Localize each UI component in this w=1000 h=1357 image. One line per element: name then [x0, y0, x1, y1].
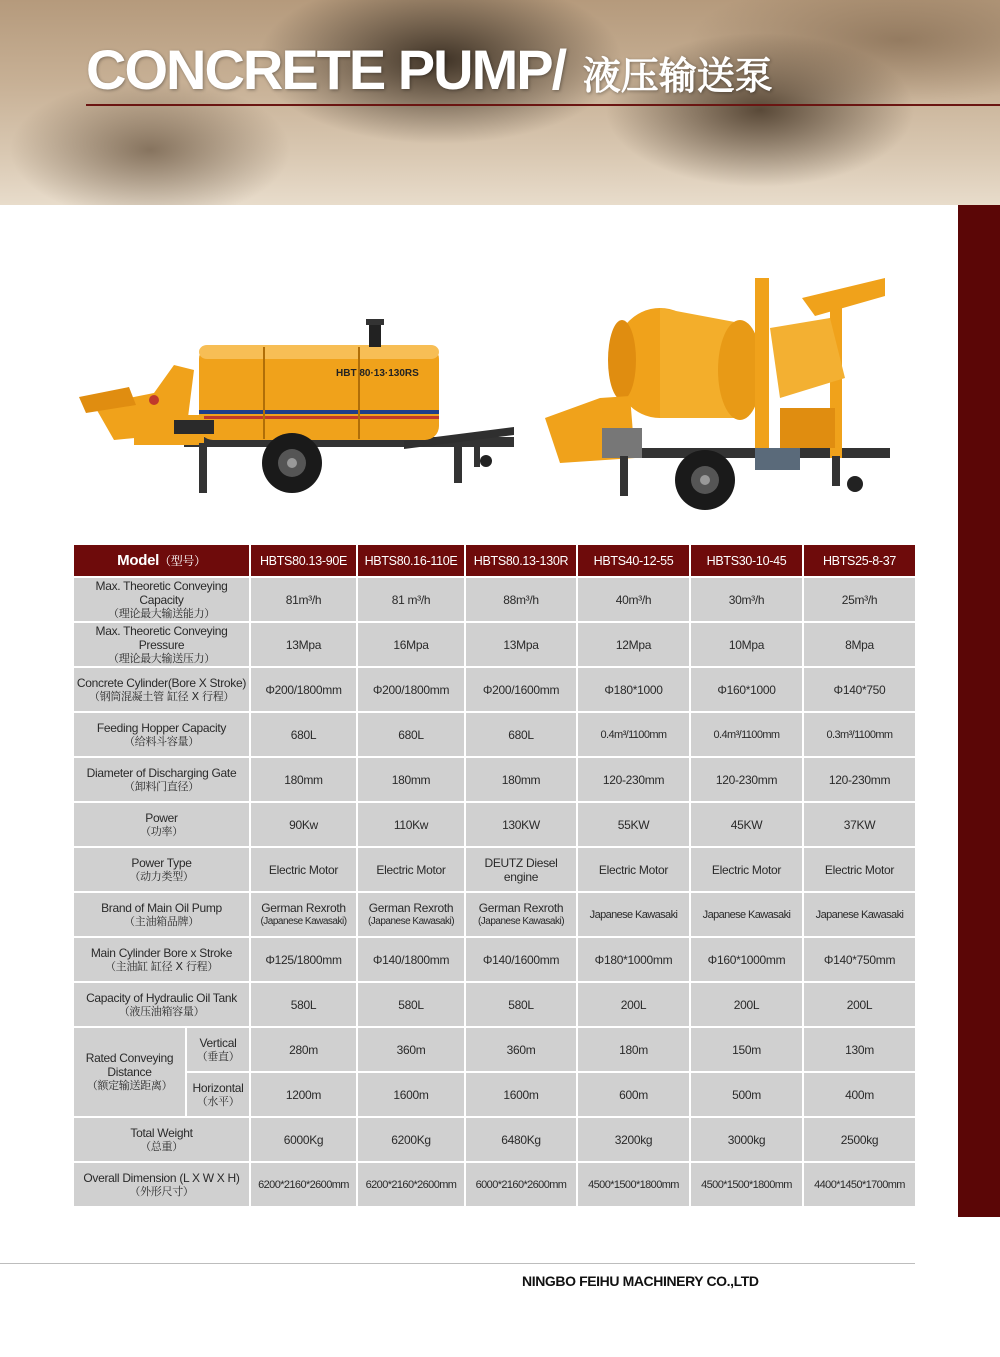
model-col-1: HBTS80.13-90E: [250, 544, 357, 577]
table-cell: 180mm: [357, 757, 465, 802]
spec-table: [72, 543, 917, 1208]
table-cell: 6000*2160*2600mm: [465, 1162, 577, 1207]
table-cell: 4400*1450*1700mm: [803, 1162, 916, 1207]
pump-model-plate: HBT 80·13·130RS: [336, 368, 419, 379]
table-cell: 10Mpa: [690, 622, 803, 667]
table-row: [73, 937, 916, 982]
model-col-2: HBTS80.16-110E: [357, 544, 465, 577]
table-cell: 680L: [465, 712, 577, 757]
table-cell: 40m³/h: [577, 577, 690, 622]
table-cell: 37KW: [803, 802, 916, 847]
table-cell: 88m³/h: [465, 577, 577, 622]
table-cell: 81 m³/h: [357, 577, 465, 622]
table-cell: 2500kg: [803, 1117, 916, 1162]
trailer-pump-illustration: [74, 315, 514, 515]
table-cell: 360m: [357, 1027, 465, 1072]
table-cell: Electric Motor: [357, 847, 465, 892]
table-cell: Φ125/1800mm: [250, 937, 357, 982]
row-label: Overall Dimension (L X W X H) （外形尺寸）: [73, 1162, 250, 1207]
table-cell: 30m³/h: [690, 577, 803, 622]
table-cell: 680L: [250, 712, 357, 757]
page-title-en: CONCRETE PUMP/: [86, 38, 566, 101]
table-cell: 200L: [690, 982, 803, 1027]
table-cell: Φ140/1800mm: [357, 937, 465, 982]
row-label: Feeding Hopper Capacity （给料斗容量）: [73, 712, 250, 757]
table-cell: 16Mpa: [357, 622, 465, 667]
table-cell: Φ140*750mm: [803, 937, 916, 982]
footer-rule: [0, 1263, 915, 1264]
row-label: Max. Theoretic Conveying Capacity （理论最大输送能力）: [73, 577, 250, 622]
table-cell: 580L: [357, 982, 465, 1027]
row-label-distance: Rated Conveying Distance （额定输送距离）: [73, 1027, 186, 1117]
table-cell: Japanese Kawasaki: [803, 892, 916, 937]
table-row: [73, 667, 916, 712]
table-cell: Φ160*1000mm: [690, 937, 803, 982]
table-cell: 0.4m³/1100mm: [690, 712, 803, 757]
table-cell: Electric Motor: [577, 847, 690, 892]
table-cell: 200L: [577, 982, 690, 1027]
model-col-4: HBTS40-12-55: [577, 544, 690, 577]
row-label: Power （功率）: [73, 802, 250, 847]
table-cell: 12Mpa: [577, 622, 690, 667]
table-cell: 1600m: [465, 1072, 577, 1117]
table-header-row: [73, 544, 916, 577]
table-cell: 200L: [803, 982, 916, 1027]
table-cell: Japanese Kawasaki: [577, 892, 690, 937]
side-strip: [958, 205, 1000, 1217]
table-cell: 90Kw: [250, 802, 357, 847]
table-cell: Electric Motor: [250, 847, 357, 892]
page-title-cn: 液压输送泵: [582, 54, 773, 98]
table-cell: Φ200/1800mm: [357, 667, 465, 712]
row-label: Max. Theoretic Conveying Pressure （理论最大输送压力）: [73, 622, 250, 667]
table-row: [73, 802, 916, 847]
table-cell: 8Mpa: [803, 622, 916, 667]
table-cell: 3200kg: [577, 1117, 690, 1162]
table-cell: German Rexroth (Japanese Kawasaki): [250, 892, 357, 937]
table-cell: German Rexroth (Japanese Kawasaki): [465, 892, 577, 937]
table-cell: 1600m: [357, 1072, 465, 1117]
table-cell: German Rexroth (Japanese Kawasaki): [357, 892, 465, 937]
row-label: Total Weight （总重）: [73, 1117, 250, 1162]
sub-label-vertical: Vertical （垂直）: [186, 1027, 250, 1072]
table-cell: 110Kw: [357, 802, 465, 847]
table-cell: 120-230mm: [577, 757, 690, 802]
header-banner: [0, 0, 1000, 205]
table-cell: 0.3m³/1100mm: [803, 712, 916, 757]
table-cell: 120-230mm: [803, 757, 916, 802]
table-cell: 3000kg: [690, 1117, 803, 1162]
table-cell: 0.4m³/1100mm: [577, 712, 690, 757]
row-label: Diameter of Discharging Gate （卸料门直径）: [73, 757, 250, 802]
company-name: NINGBO FEIHU MACHINERY CO.,LTD: [522, 1273, 759, 1289]
table-cell: 25m³/h: [803, 577, 916, 622]
table-row: [73, 1117, 916, 1162]
table-row: [73, 892, 916, 937]
table-cell: Electric Motor: [690, 847, 803, 892]
table-cell: 13Mpa: [250, 622, 357, 667]
table-cell: 55KW: [577, 802, 690, 847]
table-cell: Φ200/1800mm: [250, 667, 357, 712]
table-cell: Japanese Kawasaki: [690, 892, 803, 937]
table-row-vertical: [73, 1027, 916, 1072]
sub-label-horizontal: Horizontal （水平）: [186, 1072, 250, 1117]
table-cell: 580L: [465, 982, 577, 1027]
row-label: Concrete Cylinder(Bore X Stroke) （钢筒混凝土管 缸径 X 行程）: [73, 667, 250, 712]
table-cell: 4500*1500*1800mm: [577, 1162, 690, 1207]
row-label: Brand of Main Oil Pump （主油箱品牌）: [73, 892, 250, 937]
table-cell: 360m: [465, 1027, 577, 1072]
table-cell: 6480Kg: [465, 1117, 577, 1162]
mixer-pump-illustration: [540, 268, 895, 516]
table-cell: Φ200/1600mm: [465, 667, 577, 712]
model-col-5: HBTS30-10-45: [690, 544, 803, 577]
table-row: [73, 622, 916, 667]
model-col-3: HBTS80.13-130R: [465, 544, 577, 577]
table-cell: 180mm: [250, 757, 357, 802]
table-cell: 680L: [357, 712, 465, 757]
table-cell: 130m: [803, 1027, 916, 1072]
table-row: [73, 712, 916, 757]
table-cell: DEUTZ Diesel engine: [465, 847, 577, 892]
table-cell: Φ140/1600mm: [465, 937, 577, 982]
table-cell: 13Mpa: [465, 622, 577, 667]
table-cell: 580L: [250, 982, 357, 1027]
table-row: [73, 757, 916, 802]
table-cell: 130KW: [465, 802, 577, 847]
table-row: [73, 982, 916, 1027]
title-rule: [86, 104, 1000, 106]
table-cell: Φ160*1000: [690, 667, 803, 712]
table-cell: Φ140*750: [803, 667, 916, 712]
table-cell: 280m: [250, 1027, 357, 1072]
row-label: Capacity of Hydraulic Oil Tank （液压油箱容量）: [73, 982, 250, 1027]
table-cell: Φ180*1000: [577, 667, 690, 712]
table-cell: 500m: [690, 1072, 803, 1117]
page-title: [86, 38, 773, 108]
table-cell: 1200m: [250, 1072, 357, 1117]
table-cell: 6200*2160*2600mm: [250, 1162, 357, 1207]
table-cell: 6200*2160*2600mm: [357, 1162, 465, 1207]
table-cell: 81m³/h: [250, 577, 357, 622]
model-col-6: HBTS25-8-37: [803, 544, 916, 577]
table-row: [73, 1162, 916, 1207]
table-cell: Electric Motor: [803, 847, 916, 892]
table-cell: 6200Kg: [357, 1117, 465, 1162]
table-cell: 180mm: [465, 757, 577, 802]
table-cell: 45KW: [690, 802, 803, 847]
table-cell: 120-230mm: [690, 757, 803, 802]
table-cell: Φ180*1000mm: [577, 937, 690, 982]
table-row: [73, 577, 916, 622]
row-label: Power Type （动力类型）: [73, 847, 250, 892]
table-cell: 6000Kg: [250, 1117, 357, 1162]
table-cell: 400m: [803, 1072, 916, 1117]
table-cell: 180m: [577, 1027, 690, 1072]
row-label: Main Cylinder Bore x Stroke （主油缸 缸径 X 行程）: [73, 937, 250, 982]
table-cell: 150m: [690, 1027, 803, 1072]
table-cell: 4500*1500*1800mm: [690, 1162, 803, 1207]
table-row: [73, 847, 916, 892]
table-cell: 600m: [577, 1072, 690, 1117]
model-header: Model（型号）: [73, 544, 250, 577]
table-row-horizontal: [73, 1072, 916, 1117]
